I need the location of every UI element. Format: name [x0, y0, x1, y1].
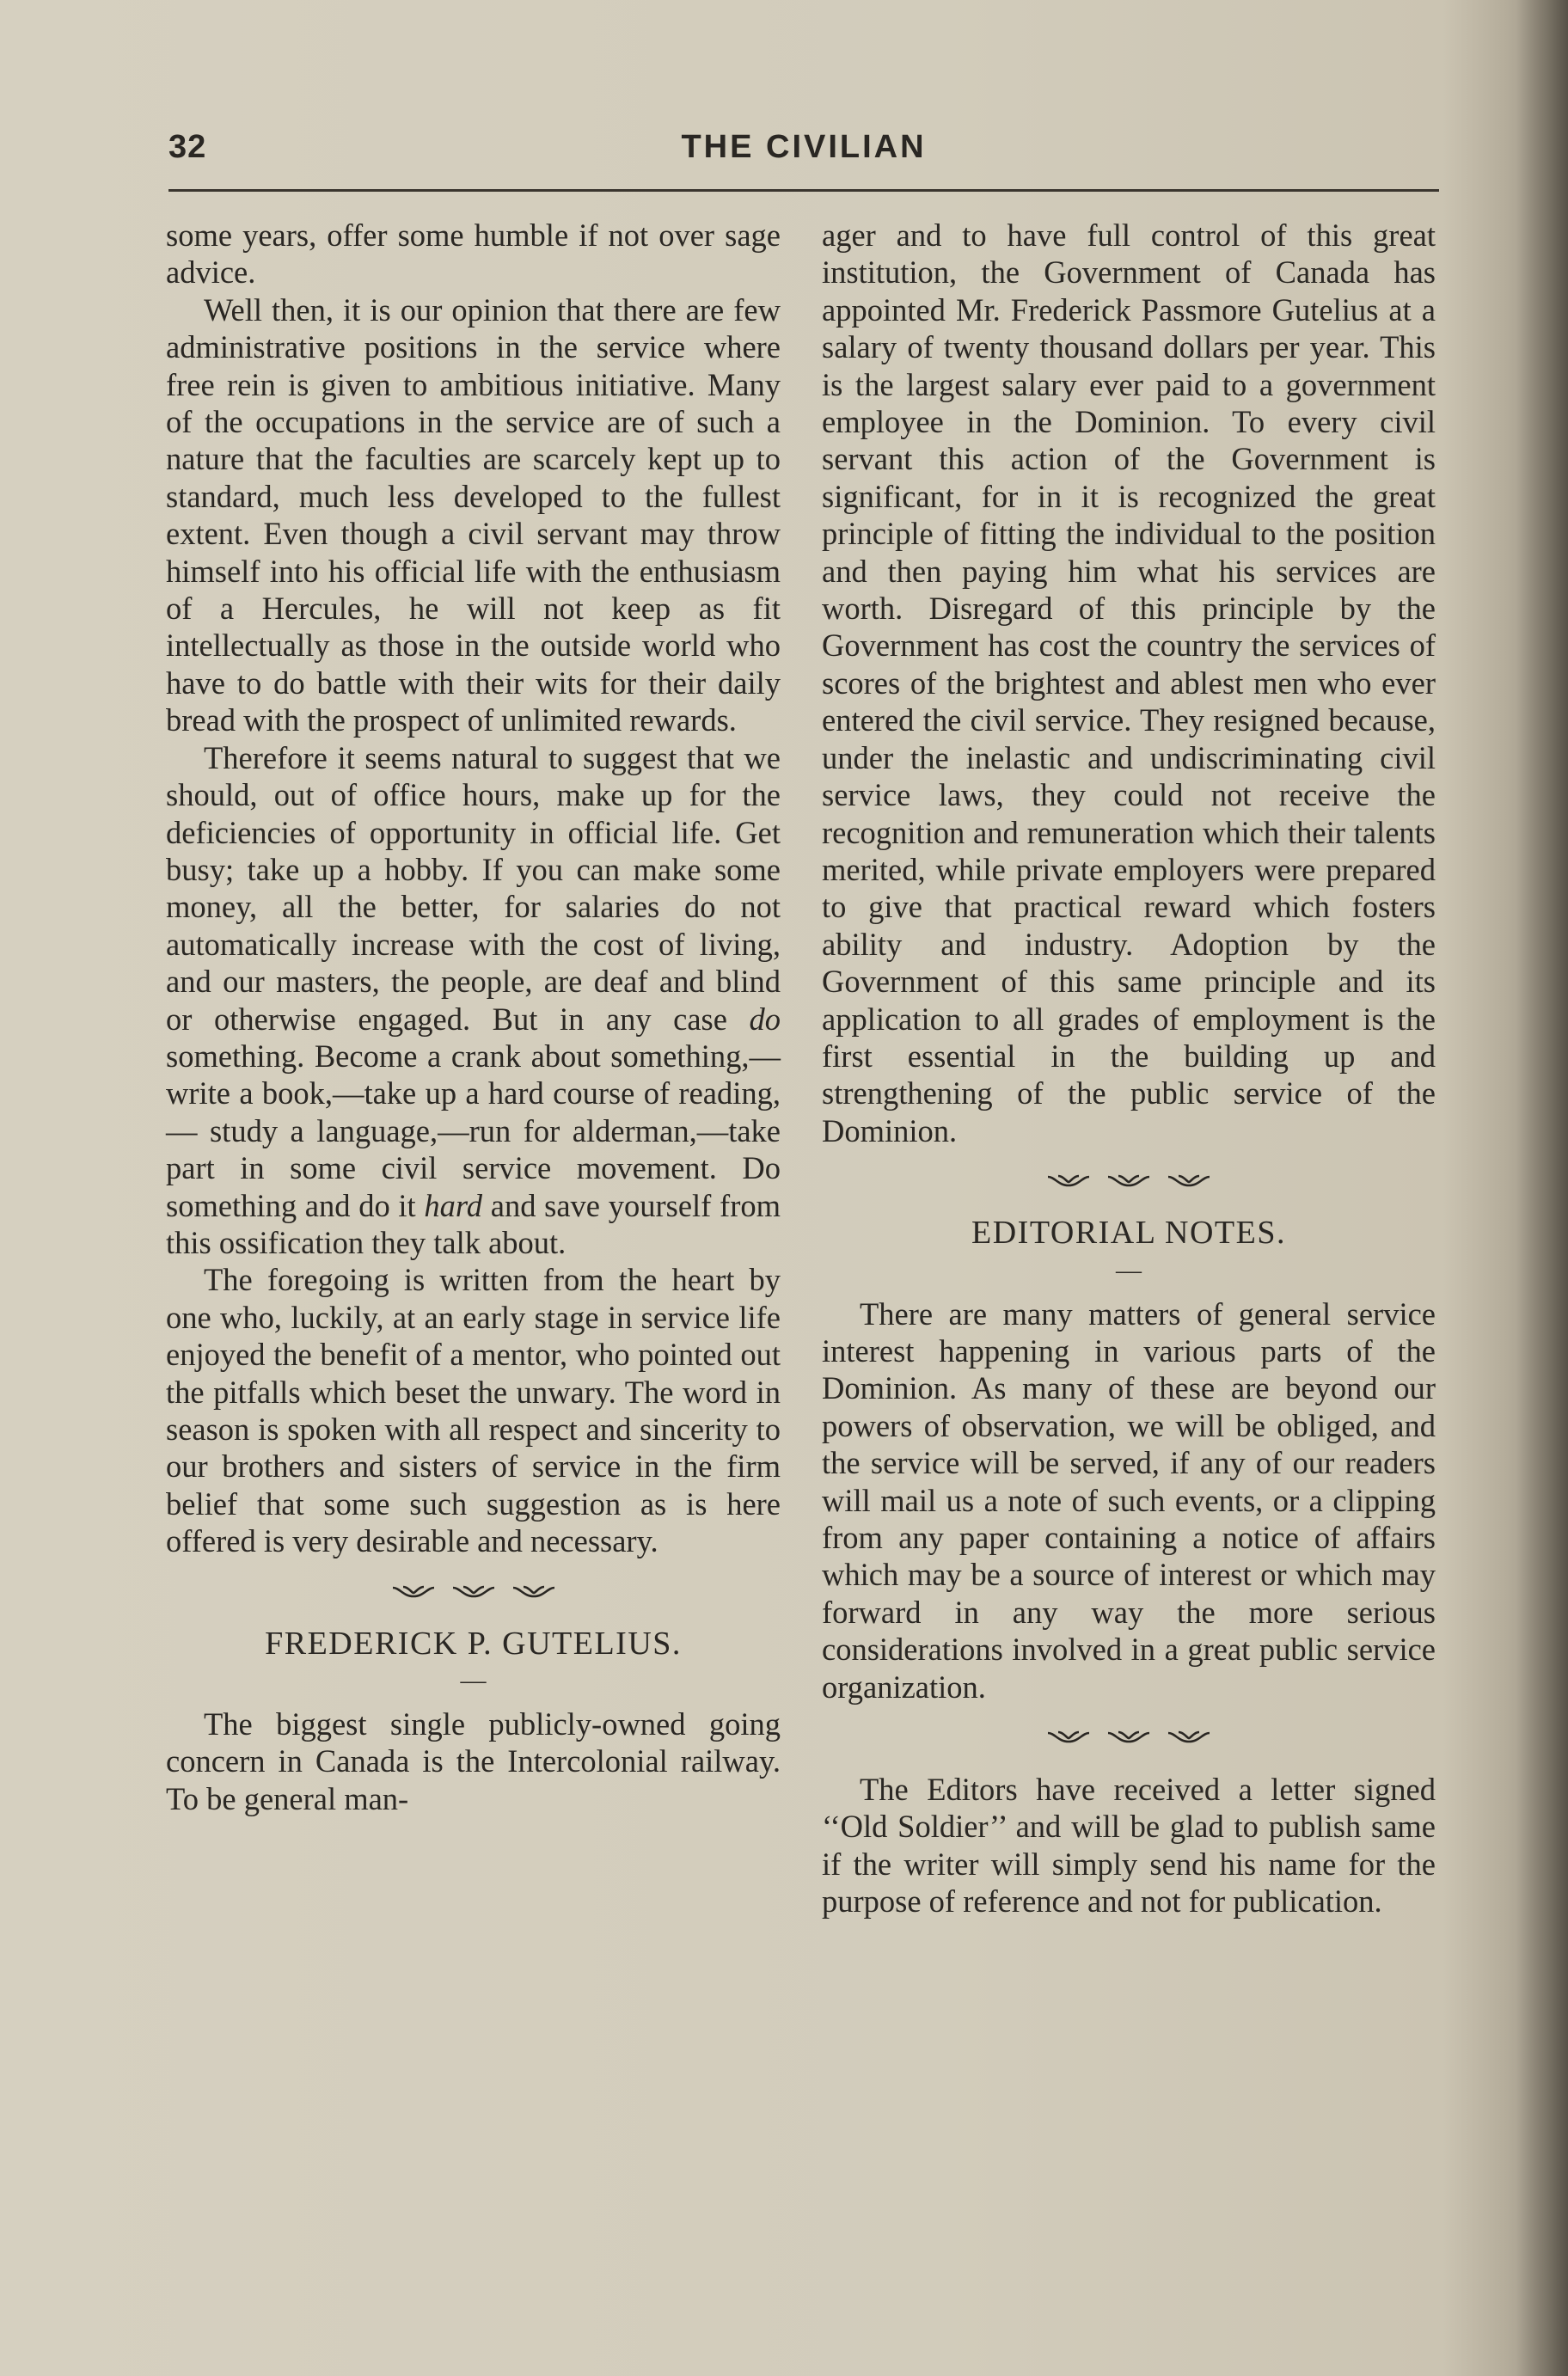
left-column [166, 217, 781, 1817]
running-title: THE CIVILIAN [681, 129, 927, 165]
page-number: 32 [168, 129, 207, 165]
wave-ornament-icon [1167, 1728, 1211, 1745]
paragraph: some years, offer some humble if not over sage advice. [166, 217, 781, 291]
wave-ornament-icon [511, 1583, 556, 1600]
wave-ornament-icon [1106, 1172, 1151, 1189]
paragraph: Well then, it is our opinion that there are few administrative positions in the service where free rein is given to ambitious initiative. Many of the occupations in the service are of such a nature that the faculties are scarcely kept up to standard, much less developed to the fullest extent. Even though a civil servant may throw himself into his official life with the enthusiasm of a Hercules, he will not keep as fit intellectually as those in the outside world who have to do battle with their wits for their daily bread with the prospect of unlimited rewards. [166, 291, 781, 738]
paragraph: The foregoing is written from the heart by one who, luckily, at an early stage in service life enjoyed the benefit of a mentor, who pointed out the pitfalls which beset the unwary. The word in season is spoken with all respect and sincerity to our brothers and sisters of service in the firm belief that some such suggestion as is here offered is very desirable and necessary. [166, 1262, 781, 1559]
heading-dash: — [1116, 1255, 1142, 1284]
wave-ornament-icon [1046, 1172, 1091, 1189]
binding-shadow [1516, 0, 1568, 2376]
wave-ornament-icon [391, 1583, 436, 1600]
paragraph: The biggest single publicly-owned going concern in Canada is the Intercolonial railway. To be general man- [166, 1706, 781, 1816]
header-rule [168, 189, 1439, 192]
text-run: Therefore it seems natural to suggest that we should, out of office hours, make up for the deficiencies of opportunity in official life. Get busy; take up a hobby. If you can make some money, all the better, for salaries do not automatically increase with the cost of living, and our masters, the people, are deaf and blind or otherwise engaged. But in any case [166, 739, 781, 1037]
wave-ornament-icon [1046, 1728, 1091, 1745]
text-run: and save yourself from this ossification they talk about. [166, 1187, 781, 1260]
wave-ornament-icon [1167, 1172, 1211, 1189]
wave-ornament-icon [1106, 1728, 1151, 1745]
right-column [822, 217, 1436, 1920]
article-heading: FREDERICK P. GUTELIUS. [265, 1625, 682, 1662]
section-divider [166, 1574, 781, 1608]
section-divider [822, 1163, 1436, 1197]
emphasis-do: do [749, 1001, 781, 1037]
wave-ornament-icon [451, 1583, 496, 1600]
paragraph: ager and to have full control of this great institution, the Government of Canada has appointed Mr. Frederick Passmore Gutelius at a salary of twenty thousand dollars per year. This is the largest salary ever paid to a government employee in the Dominion. To every civil servant this action of the Government is significant, for in it is recognized the great principle of fitting the individual to the position and then paying him what his services are worth. Disregard of this principle by the Government has cost the country the services of scores of the brightest and ablest men who ever entered the civil service. They resigned because, under the inelastic and undiscriminating civil service laws, they could not receive the recognition and remuneration which their talents merited, while private employers were prepared to give that practical reward which fosters ability and industry. Adoption by the Government of this same principle and its application to all grades of employment is the first essential in the building up and strengthening of the public service of the Dominion. [822, 217, 1436, 1148]
paragraph: The Editors have received a letter signed ‘‘Old Soldier’’ and will be glad to publish same if the writer will simply send his name for the purpose of reference and not for publication. [822, 1772, 1436, 1920]
text-run: something. Become a crank about something,—write a book,—take up a hard course of reading, — study a language,—run for alderman,—take part in some civil service movement. Do something and do it [166, 1038, 781, 1223]
section-heading: EDITORIAL NOTES. [971, 1215, 1286, 1252]
paragraph [166, 739, 781, 1262]
paragraph: There are many matters of general service interest happening in various parts of the Dominion. As many of these are beyond our powers of observation, we will be obliged, and the service will be served, if any of our readers will mail us a note of such events, or a clipping from any paper containing a notice of affairs which may be a source of interest or which may forward in any way the more serious considerations involved in a great public service organization. [822, 1295, 1436, 1705]
section-divider [822, 1719, 1436, 1754]
page-header [168, 129, 1439, 181]
emphasis-hard: hard [424, 1187, 483, 1223]
heading-dash: — [460, 1666, 487, 1695]
